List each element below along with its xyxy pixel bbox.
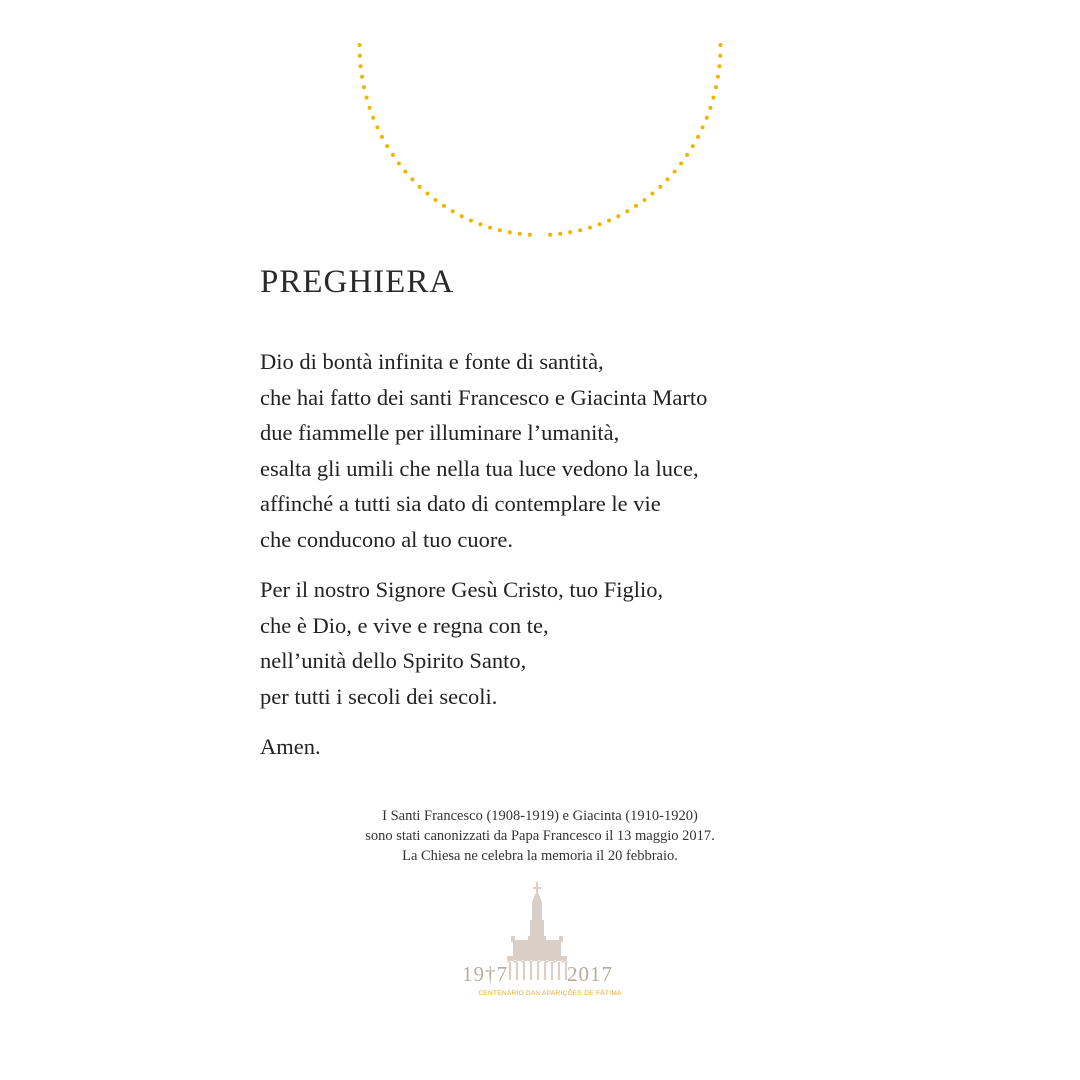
arc-dot: [518, 232, 522, 236]
arc-dot: [548, 233, 552, 237]
arc-dot: [380, 135, 384, 139]
arc-dot: [666, 177, 670, 181]
logo-year-end: 2017: [567, 962, 613, 986]
arc-dot: [426, 192, 430, 196]
arc-dot: [385, 144, 389, 148]
arc-dot: [451, 209, 455, 213]
arc-dot: [634, 204, 638, 208]
prayer-stanza-1: [260, 344, 707, 557]
arc-dot: [528, 233, 532, 237]
prayer-line: Amen.: [260, 734, 321, 759]
page-title: PREGHIERA: [260, 264, 455, 300]
logo-year-start: 19†7: [462, 962, 508, 986]
arc-dot: [498, 228, 502, 232]
arc-dot: [607, 219, 611, 223]
arc-dot: [397, 162, 401, 166]
arc-dot: [588, 226, 592, 230]
logo-subtitle: CENTENÁRIO DAS APARIÇÕES DE FÁTIMA: [478, 990, 622, 997]
prayer-line: per tutti i secoli dei secoli.: [260, 683, 498, 709]
footnote-line: La Chiesa ne celebra la memoria il 20 febbraio.: [402, 848, 678, 864]
arc-dot: [691, 144, 695, 148]
arc-dot: [488, 226, 492, 230]
arc-dot: [643, 198, 647, 202]
arc-dot: [558, 232, 562, 236]
arc-dot: [651, 192, 655, 196]
prayer-line: nell’unità dello Spirito Santo,: [260, 648, 527, 673]
prayer-line: affinché a tutti sia dato di contemplare le vie: [260, 491, 661, 516]
arc-dot: [362, 85, 366, 89]
footnote-line: sono stati canonizzati da Papa Francesco il 13 maggio 2017.: [365, 828, 715, 844]
arc-dot: [719, 43, 723, 47]
arc-dot: [360, 75, 364, 79]
prayer-line: esalta gli umili che nella tua luce vedono la luce,: [260, 455, 699, 481]
arc-dot: [368, 106, 372, 110]
arc-dot: [478, 222, 482, 226]
arc-dot: [365, 96, 369, 100]
arc-dot: [358, 54, 362, 58]
arc-dot: [403, 170, 407, 174]
arc-dot: [616, 214, 620, 218]
arc-dot: [717, 64, 721, 68]
arc-dot: [434, 198, 438, 202]
arc-dot: [705, 116, 709, 120]
prayer-line: due fiammelle per illuminare l’umanità,: [260, 420, 620, 445]
arc-dot: [708, 106, 712, 110]
prayer-stanza-3: [260, 729, 321, 765]
arc-dot: [460, 214, 464, 218]
arc-dot: [391, 153, 395, 157]
arc-dot: [711, 96, 715, 100]
arc-dot: [701, 125, 705, 129]
arc-dot: [685, 153, 689, 157]
arc-dot: [716, 75, 720, 79]
arc-dot: [508, 230, 512, 234]
footnote-line: I Santi Francesco (1908-1919) e Giacinta (1910-1920): [382, 808, 698, 824]
arc-dot: [442, 204, 446, 208]
arc-dot: [410, 177, 414, 181]
dotted-arc-decoration: [0, 0, 1080, 260]
prayer-line: che hai fatto dei santi Francesco e Giacinta Marto: [260, 384, 708, 410]
arc-dot: [598, 222, 602, 226]
footnote: [340, 806, 740, 866]
arc-dot: [371, 116, 375, 120]
prayer-line: Per il nostro Signore Gesù Cristo, tuo Figlio,: [260, 577, 664, 602]
prayer-line: che conducono al tuo cuore.: [260, 526, 514, 552]
arc-dot: [696, 135, 700, 139]
arc-dot: [358, 43, 362, 47]
arc-dot: [568, 230, 572, 234]
arc-dot: [578, 228, 582, 232]
arc-dot: [714, 85, 718, 89]
arc-dot: [658, 185, 662, 189]
arc-dot: [359, 64, 363, 68]
arc-dot: [679, 162, 683, 166]
arc-dot: [673, 170, 677, 174]
arc-dot: [718, 54, 722, 58]
prayer-stanza-2: [260, 572, 663, 714]
arc-dot: [469, 219, 473, 223]
arc-dot: [375, 125, 379, 129]
arc-dot: [625, 209, 629, 213]
prayer-line: Dio di bontà infinita e fonte di santità,: [260, 349, 604, 374]
prayer-line: che è Dio, e vive e regna con te,: [260, 612, 549, 638]
arc-dot: [418, 185, 422, 189]
